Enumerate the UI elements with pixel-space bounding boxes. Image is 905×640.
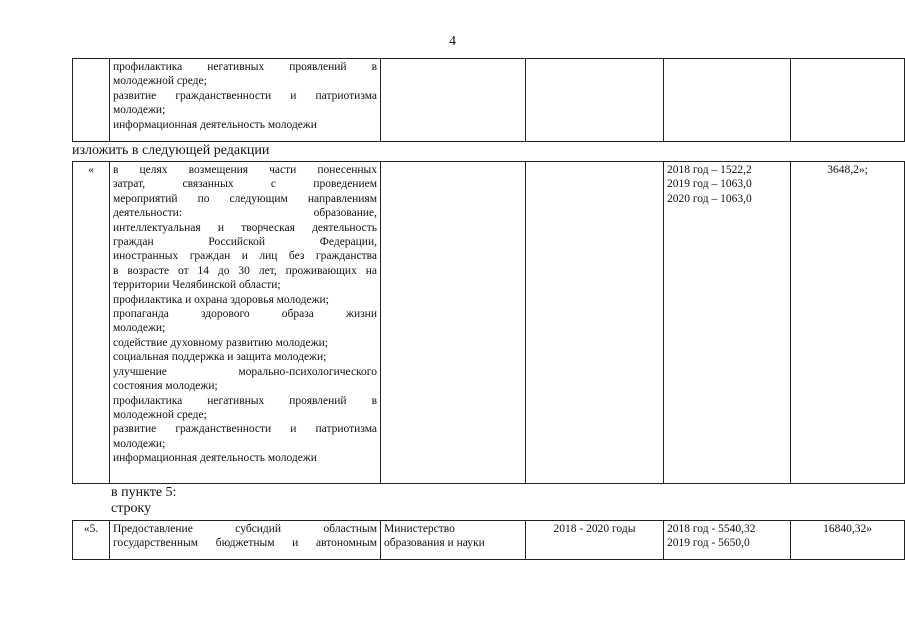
period-cell (526, 162, 664, 484)
description-line: мероприятий по следующим направлениям (113, 192, 377, 205)
description-line: развитие гражданственности и патриотизма (113, 423, 377, 436)
description-line: содействие духовному развитию молодежи; (113, 336, 328, 349)
description-line: улучшение морально-психологического (113, 365, 377, 378)
description-line: молодежной среде; (113, 75, 207, 88)
executor-cell (381, 59, 526, 142)
clause-heading: в пункте 5: (111, 485, 177, 500)
executor-cell (381, 521, 526, 560)
description-line: профилактика негативных проявлений в (113, 394, 377, 407)
table-row (73, 59, 905, 142)
description-line: социальная поддержка и защита молодежи; (113, 351, 327, 364)
total-cell: 3648,2»; (791, 162, 905, 484)
description-line: государственным бюджетным и автономным (113, 537, 377, 550)
executor-line: Министерство (384, 523, 455, 535)
description-line: информационная деятельность молодежи (113, 452, 317, 465)
funding-by-year-cell (664, 162, 791, 484)
description-line: в целях возмещения части понесенных (113, 164, 377, 176)
program-table-new-edition (72, 161, 905, 484)
description-line: граждан Российской Федерации, (113, 236, 377, 249)
description-cell (110, 59, 381, 142)
description-line: в возрасте от 14 до 30 лет, проживающих на (113, 264, 377, 277)
description-line: пропаганда здорового образа жизни (113, 308, 377, 321)
description-line: деятельности: образование, (113, 207, 377, 220)
description-line: затрат, связанных с проведением (113, 178, 377, 191)
funding-year-line: 2019 год - 5650,0 (667, 537, 750, 550)
table-row (73, 521, 905, 560)
quote-marker-cell: « (73, 162, 110, 484)
period-cell (526, 59, 664, 142)
funding-by-year-cell (664, 59, 791, 142)
funding-year-line: 2018 год - 5540,32 (667, 523, 756, 535)
description-line: иностранных граждан и лиц без гражданства (113, 250, 377, 263)
description-line: развитие гражданственности и патриотизма (113, 89, 377, 102)
program-table-item-5 (72, 520, 905, 560)
funding-year-line: 2018 год – 1522,2 (667, 164, 752, 176)
description-cell (110, 521, 381, 560)
description-line: интеллектуальная и творческая деятельность (113, 221, 377, 234)
row-number-cell: «5. (73, 521, 110, 560)
description-line: молодежи; (113, 322, 166, 335)
funding-year-line: 2019 год – 1063,0 (667, 178, 752, 191)
executor-line: образования и науки (384, 537, 485, 550)
description-line: профилактика и охрана здоровья молодежи; (113, 293, 329, 306)
instruction-text: изложить в следующей редакции (72, 143, 270, 158)
description-line: молодежи; (113, 437, 166, 450)
funding-by-year-cell (664, 521, 791, 560)
executor-cell (381, 162, 526, 484)
program-table-continued (72, 58, 905, 142)
description-line: молодежи; (113, 104, 166, 117)
description-cell (110, 162, 381, 484)
description-line: Предоставление субсидий областным (113, 523, 377, 535)
total-cell (791, 59, 905, 142)
description-line: территории Челябинской области; (113, 279, 281, 292)
table-row (73, 162, 905, 484)
funding-year-line: 2020 год – 1063,0 (667, 192, 752, 205)
page-number: 4 (449, 34, 456, 49)
row-number-cell (73, 59, 110, 142)
clause-subheading: строку (111, 501, 152, 516)
description-line: состояния молодежи; (113, 380, 218, 393)
description-line: профилактика негативных проявлений в (113, 61, 377, 73)
period-cell: 2018 - 2020 годы (526, 521, 664, 560)
description-line: молодежной среде; (113, 408, 207, 421)
description-line: информационная деятельность молодежи (113, 118, 317, 131)
total-cell: 16840,32» (791, 521, 905, 560)
